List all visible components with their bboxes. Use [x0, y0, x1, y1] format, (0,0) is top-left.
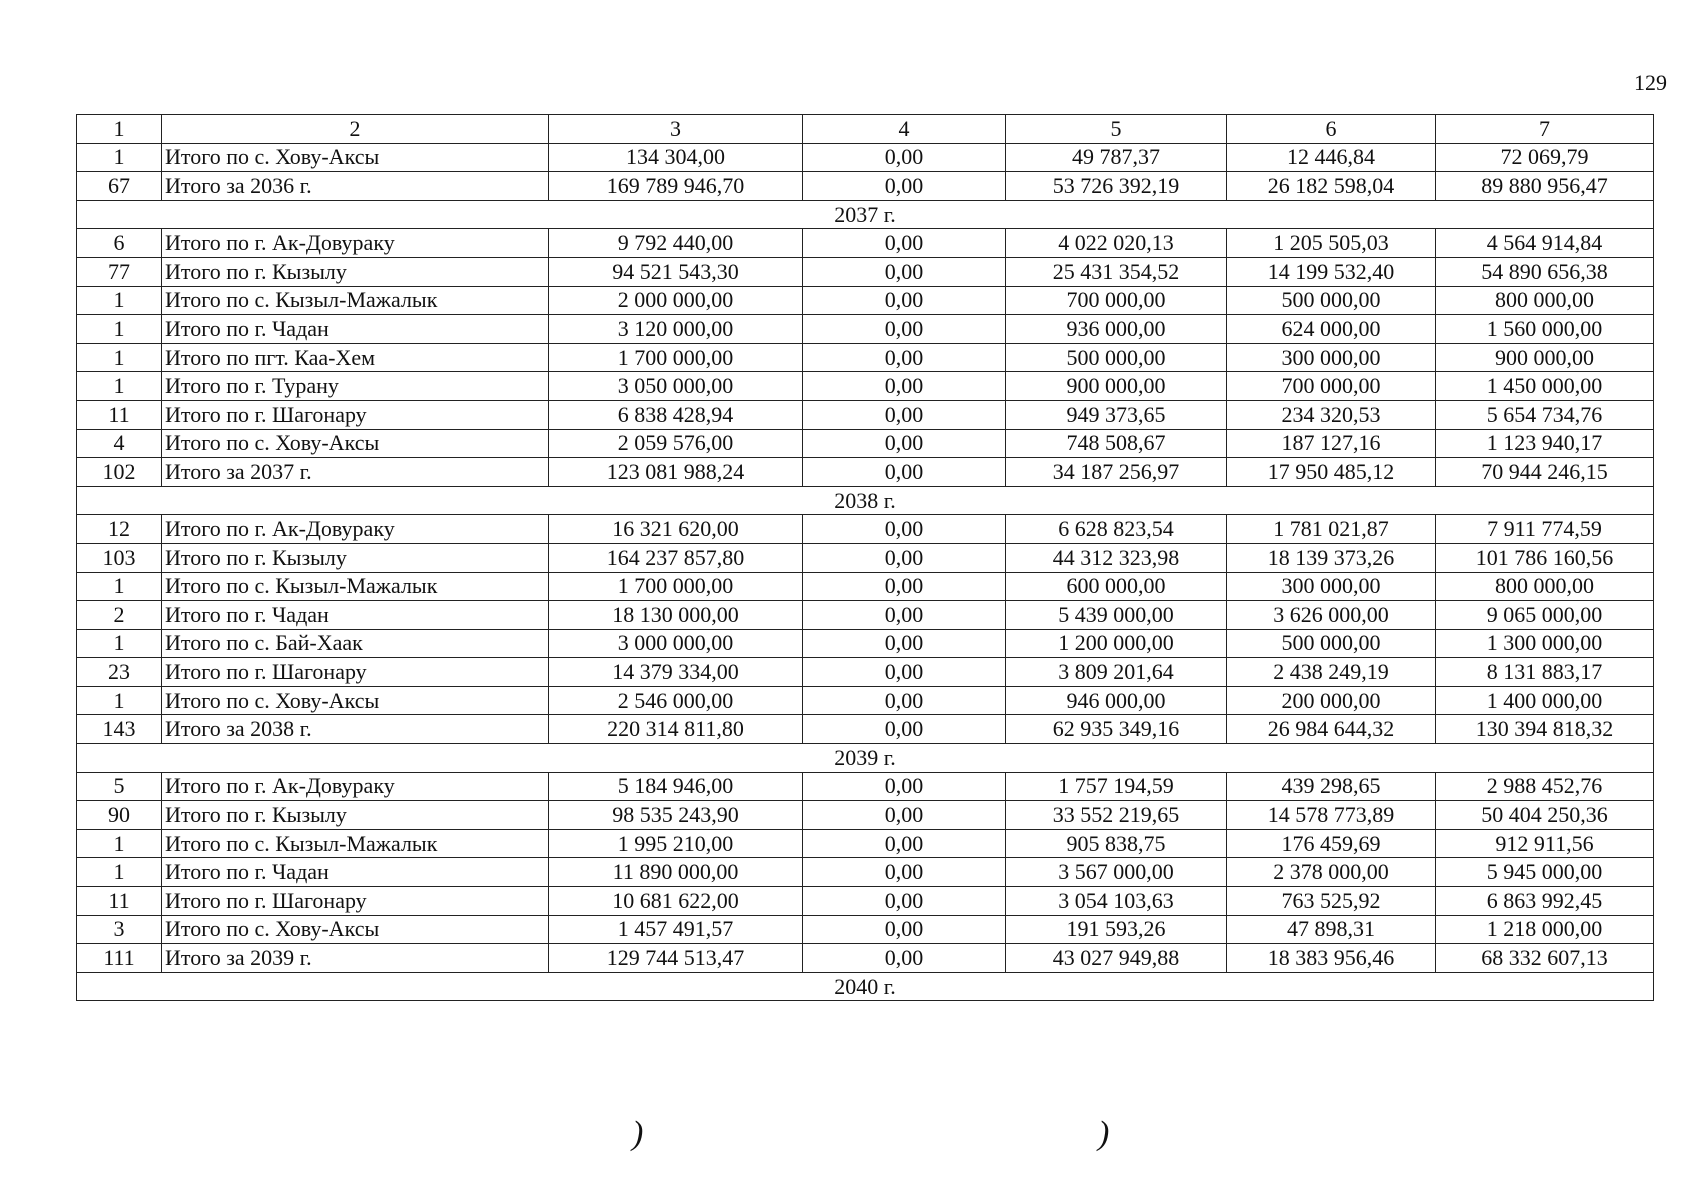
row-value: 0,00	[803, 686, 1006, 715]
row-value: 101 786 160,56	[1436, 543, 1654, 572]
row-value: 1 400 000,00	[1436, 686, 1654, 715]
row-count: 1	[77, 829, 162, 858]
row-value: 53 726 392,19	[1006, 172, 1227, 201]
row-label: Итого по с. Хову-Аксы	[162, 915, 549, 944]
column-header: 5	[1006, 115, 1227, 144]
row-value: 0,00	[803, 715, 1006, 744]
row-value: 10 681 622,00	[549, 887, 803, 916]
row-value: 3 000 000,00	[549, 629, 803, 658]
row-value: 900 000,00	[1436, 343, 1654, 372]
row-count: 1	[77, 629, 162, 658]
column-header: 1	[77, 115, 162, 144]
row-label: Итого за 2036 г.	[162, 172, 549, 201]
table-row	[77, 458, 1654, 487]
row-count: 23	[77, 658, 162, 687]
row-value: 17 950 485,12	[1227, 458, 1436, 487]
row-value: 234 320,53	[1227, 400, 1436, 429]
row-value: 946 000,00	[1006, 686, 1227, 715]
row-count: 77	[77, 257, 162, 286]
row-label: Итого по г. Кызылу	[162, 257, 549, 286]
row-value: 164 237 857,80	[549, 543, 803, 572]
row-value: 123 081 988,24	[549, 458, 803, 487]
column-header: 6	[1227, 115, 1436, 144]
row-value: 0,00	[803, 515, 1006, 544]
row-count: 1	[77, 686, 162, 715]
row-value: 905 838,75	[1006, 829, 1227, 858]
row-value: 9 065 000,00	[1436, 601, 1654, 630]
row-value: 0,00	[803, 315, 1006, 344]
row-label: Итого по г. Ак-Довураку	[162, 229, 549, 258]
row-value: 0,00	[803, 429, 1006, 458]
column-header: 4	[803, 115, 1006, 144]
table-row	[77, 372, 1654, 401]
row-count: 2	[77, 601, 162, 630]
table-row	[77, 629, 1654, 658]
row-label: Итого за 2037 г.	[162, 458, 549, 487]
row-value: 18 139 373,26	[1227, 543, 1436, 572]
row-count: 12	[77, 515, 162, 544]
row-value: 11 890 000,00	[549, 858, 803, 887]
row-value: 220 314 811,80	[549, 715, 803, 744]
row-value: 187 127,16	[1227, 429, 1436, 458]
row-value: 439 298,65	[1227, 772, 1436, 801]
row-label: Итого по г. Ак-Довураку	[162, 772, 549, 801]
row-label: Итого по г. Шагонару	[162, 887, 549, 916]
row-label: Итого за 2038 г.	[162, 715, 549, 744]
row-count: 6	[77, 229, 162, 258]
row-value: 129 744 513,47	[549, 944, 803, 973]
row-label: Итого по г. Кызылу	[162, 543, 549, 572]
table-row	[77, 801, 1654, 830]
totals-table	[76, 114, 1654, 1001]
row-value: 1 450 000,00	[1436, 372, 1654, 401]
row-value: 1 205 505,03	[1227, 229, 1436, 258]
row-value: 0,00	[803, 172, 1006, 201]
row-value: 134 304,00	[549, 143, 803, 172]
row-value: 0,00	[803, 400, 1006, 429]
row-value: 3 054 103,63	[1006, 887, 1227, 916]
row-value: 200 000,00	[1227, 686, 1436, 715]
row-value: 936 000,00	[1006, 315, 1227, 344]
row-value: 98 535 243,90	[549, 801, 803, 830]
row-count: 1	[77, 143, 162, 172]
table-row	[77, 400, 1654, 429]
table-row	[77, 772, 1654, 801]
row-value: 6 628 823,54	[1006, 515, 1227, 544]
row-label: Итого по г. Чадан	[162, 858, 549, 887]
year-section-row	[77, 972, 1654, 1001]
row-value: 0,00	[803, 772, 1006, 801]
row-count: 1	[77, 858, 162, 887]
row-value: 0,00	[803, 629, 1006, 658]
table-row	[77, 887, 1654, 916]
table-row	[77, 343, 1654, 372]
row-value: 1 700 000,00	[549, 572, 803, 601]
row-value: 12 446,84	[1227, 143, 1436, 172]
row-value: 0,00	[803, 372, 1006, 401]
row-value: 5 654 734,76	[1436, 400, 1654, 429]
row-value: 0,00	[803, 944, 1006, 973]
row-label: Итого по с. Кызыл-Мажалык	[162, 829, 549, 858]
table-row	[77, 601, 1654, 630]
row-value: 6 838 428,94	[549, 400, 803, 429]
row-value: 0,00	[803, 257, 1006, 286]
row-value: 14 199 532,40	[1227, 257, 1436, 286]
row-value: 169 789 946,70	[549, 172, 803, 201]
row-value: 8 131 883,17	[1436, 658, 1654, 687]
row-value: 2 000 000,00	[549, 286, 803, 315]
row-value: 1 757 194,59	[1006, 772, 1227, 801]
table-row	[77, 257, 1654, 286]
row-count: 111	[77, 944, 162, 973]
row-value: 624 000,00	[1227, 315, 1436, 344]
row-value: 49 787,37	[1006, 143, 1227, 172]
row-label: Итого по с. Хову-Аксы	[162, 143, 549, 172]
row-value: 4 564 914,84	[1436, 229, 1654, 258]
row-value: 1 700 000,00	[549, 343, 803, 372]
row-count: 11	[77, 887, 162, 916]
row-value: 1 995 210,00	[549, 829, 803, 858]
row-label: Итого по г. Чадан	[162, 315, 549, 344]
row-value: 3 626 000,00	[1227, 601, 1436, 630]
row-label: Итого по г. Шагонару	[162, 658, 549, 687]
row-value: 47 898,31	[1227, 915, 1436, 944]
row-value: 300 000,00	[1227, 572, 1436, 601]
row-label: Итого по пгт. Каа-Хем	[162, 343, 549, 372]
row-count: 103	[77, 543, 162, 572]
row-value: 0,00	[803, 915, 1006, 944]
row-value: 130 394 818,32	[1436, 715, 1654, 744]
row-value: 33 552 219,65	[1006, 801, 1227, 830]
row-value: 600 000,00	[1006, 572, 1227, 601]
row-value: 176 459,69	[1227, 829, 1436, 858]
row-value: 300 000,00	[1227, 343, 1436, 372]
row-value: 949 373,65	[1006, 400, 1227, 429]
row-value: 3 050 000,00	[549, 372, 803, 401]
table-row	[77, 858, 1654, 887]
row-value: 3 120 000,00	[549, 315, 803, 344]
row-value: 500 000,00	[1227, 286, 1436, 315]
row-value: 0,00	[803, 458, 1006, 487]
row-value: 700 000,00	[1006, 286, 1227, 315]
row-label: Итого по с. Хову-Аксы	[162, 686, 549, 715]
table-row	[77, 686, 1654, 715]
row-value: 44 312 323,98	[1006, 543, 1227, 572]
table-row	[77, 572, 1654, 601]
row-value: 800 000,00	[1436, 286, 1654, 315]
row-value: 1 457 491,57	[549, 915, 803, 944]
row-label: Итого по с. Кызыл-Мажалык	[162, 286, 549, 315]
year-section-row	[77, 200, 1654, 229]
row-value: 1 781 021,87	[1227, 515, 1436, 544]
row-value: 0,00	[803, 572, 1006, 601]
row-value: 2 378 000,00	[1227, 858, 1436, 887]
row-value: 2 988 452,76	[1436, 772, 1654, 801]
row-value: 0,00	[803, 858, 1006, 887]
row-value: 500 000,00	[1006, 343, 1227, 372]
row-value: 50 404 250,36	[1436, 801, 1654, 830]
table-row	[77, 429, 1654, 458]
column-number-row	[77, 115, 1654, 144]
row-label: Итого за 2039 г.	[162, 944, 549, 973]
row-value: 68 332 607,13	[1436, 944, 1654, 973]
table-row	[77, 829, 1654, 858]
row-count: 11	[77, 400, 162, 429]
row-value: 26 984 644,32	[1227, 715, 1436, 744]
row-label: Итого по с. Хову-Аксы	[162, 429, 549, 458]
row-count: 1	[77, 372, 162, 401]
column-header: 2	[162, 115, 549, 144]
row-value: 0,00	[803, 543, 1006, 572]
row-value: 5 184 946,00	[549, 772, 803, 801]
row-count: 1	[77, 286, 162, 315]
row-value: 5 945 000,00	[1436, 858, 1654, 887]
row-value: 18 383 956,46	[1227, 944, 1436, 973]
row-value: 2 438 249,19	[1227, 658, 1436, 687]
row-count: 5	[77, 772, 162, 801]
row-value: 800 000,00	[1436, 572, 1654, 601]
table-row	[77, 229, 1654, 258]
row-count: 102	[77, 458, 162, 487]
row-label: Итого по г. Шагонару	[162, 400, 549, 429]
row-value: 4 022 020,13	[1006, 229, 1227, 258]
row-value: 7 911 774,59	[1436, 515, 1654, 544]
row-value: 14 379 334,00	[549, 658, 803, 687]
row-value: 900 000,00	[1006, 372, 1227, 401]
row-value: 16 321 620,00	[549, 515, 803, 544]
row-count: 90	[77, 801, 162, 830]
row-label: Итого по г. Кызылу	[162, 801, 549, 830]
row-label: Итого по г. Турану	[162, 372, 549, 401]
row-value: 3 809 201,64	[1006, 658, 1227, 687]
row-value: 0,00	[803, 801, 1006, 830]
table-body	[77, 115, 1654, 1001]
row-count: 1	[77, 572, 162, 601]
row-value: 62 935 349,16	[1006, 715, 1227, 744]
row-count: 1	[77, 343, 162, 372]
row-value: 89 880 956,47	[1436, 172, 1654, 201]
row-value: 0,00	[803, 143, 1006, 172]
row-value: 72 069,79	[1436, 143, 1654, 172]
row-value: 25 431 354,52	[1006, 257, 1227, 286]
column-header: 3	[549, 115, 803, 144]
row-value: 912 911,56	[1436, 829, 1654, 858]
year-label: 2039 г.	[77, 744, 1654, 773]
table-row	[77, 915, 1654, 944]
row-value: 14 578 773,89	[1227, 801, 1436, 830]
row-value: 3 567 000,00	[1006, 858, 1227, 887]
row-value: 1 200 000,00	[1006, 629, 1227, 658]
table-row	[77, 515, 1654, 544]
year-section-row	[77, 744, 1654, 773]
row-value: 1 300 000,00	[1436, 629, 1654, 658]
row-value: 2 059 576,00	[549, 429, 803, 458]
row-value: 43 027 949,88	[1006, 944, 1227, 973]
row-value: 1 560 000,00	[1436, 315, 1654, 344]
row-label: Итого по г. Чадан	[162, 601, 549, 630]
table-row	[77, 658, 1654, 687]
row-value: 9 792 440,00	[549, 229, 803, 258]
row-count: 67	[77, 172, 162, 201]
table-row	[77, 315, 1654, 344]
margin-mark: )	[632, 1115, 644, 1152]
year-label: 2038 г.	[77, 486, 1654, 515]
row-value: 748 508,67	[1006, 429, 1227, 458]
table-row	[77, 143, 1654, 172]
table-row	[77, 172, 1654, 201]
row-value: 70 944 246,15	[1436, 458, 1654, 487]
year-section-row	[77, 486, 1654, 515]
row-value: 700 000,00	[1227, 372, 1436, 401]
year-label: 2040 г.	[77, 972, 1654, 1001]
row-value: 34 187 256,97	[1006, 458, 1227, 487]
row-value: 1 123 940,17	[1436, 429, 1654, 458]
column-header: 7	[1436, 115, 1654, 144]
row-value: 1 218 000,00	[1436, 915, 1654, 944]
row-label: Итого по с. Кызыл-Мажалык	[162, 572, 549, 601]
table-row	[77, 715, 1654, 744]
row-label: Итого по г. Ак-Довураку	[162, 515, 549, 544]
row-value: 5 439 000,00	[1006, 601, 1227, 630]
row-value: 0,00	[803, 658, 1006, 687]
table-row	[77, 543, 1654, 572]
row-value: 0,00	[803, 286, 1006, 315]
row-value: 26 182 598,04	[1227, 172, 1436, 201]
row-value: 6 863 992,45	[1436, 887, 1654, 916]
page-number: 129	[1634, 70, 1667, 95]
row-value: 0,00	[803, 343, 1006, 372]
margin-mark: )	[1098, 1115, 1110, 1152]
table-row	[77, 286, 1654, 315]
row-value: 18 130 000,00	[549, 601, 803, 630]
row-value: 2 546 000,00	[549, 686, 803, 715]
row-value: 191 593,26	[1006, 915, 1227, 944]
row-value: 0,00	[803, 601, 1006, 630]
row-value: 0,00	[803, 229, 1006, 258]
row-value: 94 521 543,30	[549, 257, 803, 286]
year-label: 2037 г.	[77, 200, 1654, 229]
row-value: 763 525,92	[1227, 887, 1436, 916]
row-value: 500 000,00	[1227, 629, 1436, 658]
row-value: 0,00	[803, 887, 1006, 916]
row-count: 3	[77, 915, 162, 944]
row-label: Итого по с. Бай-Хаак	[162, 629, 549, 658]
row-count: 1	[77, 315, 162, 344]
row-value: 0,00	[803, 829, 1006, 858]
row-count: 4	[77, 429, 162, 458]
row-value: 54 890 656,38	[1436, 257, 1654, 286]
table-row	[77, 944, 1654, 973]
row-count: 143	[77, 715, 162, 744]
